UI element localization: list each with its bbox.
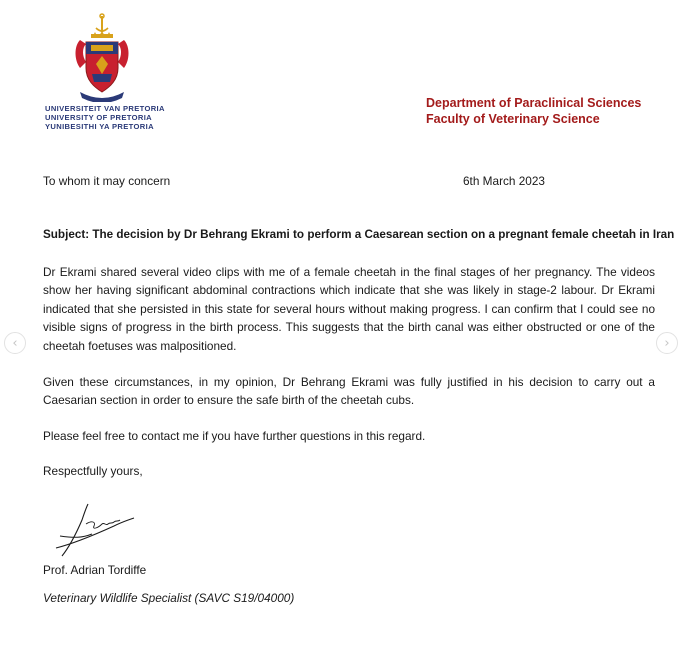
body-paragraph-1: Dr Ekrami shared several video clips with me of a female cheetah in the final stages of her pregnancy. The videos show her having significant abdominal contractions which indicate that she was likely in stage-2 labour. Dr Ekrami indicated that she persisted in this state for several hours without making progress. I can confirm that I could see no visible signs of progress in the birth process. This suggests that the birth canal was either obstructed or one of the cheetah foetuses was malpositioned. [43,265,655,353]
signer-name: Prof. Adrian Tordiffe [43,563,147,577]
handwritten-signature [52,500,136,560]
university-name-english: UNIVERSITY OF PRETORIA [45,113,152,122]
department-name: Department of Paraclinical Sciences [426,96,642,110]
body-paragraph-3: Please feel free to contact me if you have further questions in this regard. [43,429,426,443]
university-name [45,104,175,131]
chevron-left-icon: ‹ [12,336,18,351]
carousel-prev-button[interactable] [4,332,26,354]
signer-title: Veterinary Wildlife Specialist (SAVC S19/04000) [43,591,295,605]
letter-subject: Subject: The decision by Dr Behrang Ekrami to perform a Caesarean section on a pregnant female cheetah in Iran [43,228,675,241]
salutation: To whom it may concern [43,174,171,188]
carousel-next-button[interactable] [656,332,678,354]
university-name-sepedi: YUNIBESITHI YA PRETORIA [45,122,154,131]
university-crest-logo [72,12,132,102]
faculty-name: Faculty of Veterinary Science [426,112,600,126]
university-name-afrikaans: UNIVERSITEIT VAN PRETORIA [45,104,165,113]
closing: Respectfully yours, [43,464,143,478]
letter-date: 6th March 2023 [463,174,545,188]
body-paragraph-2: Given these circumstances, in my opinion, Dr Behrang Ekrami was fully justified in his decision to carry out a Caesarian section in order to ensure the safe birth of the cheetah cubs. [43,375,655,408]
department-header [426,95,641,127]
chevron-right-icon: › [664,336,670,351]
